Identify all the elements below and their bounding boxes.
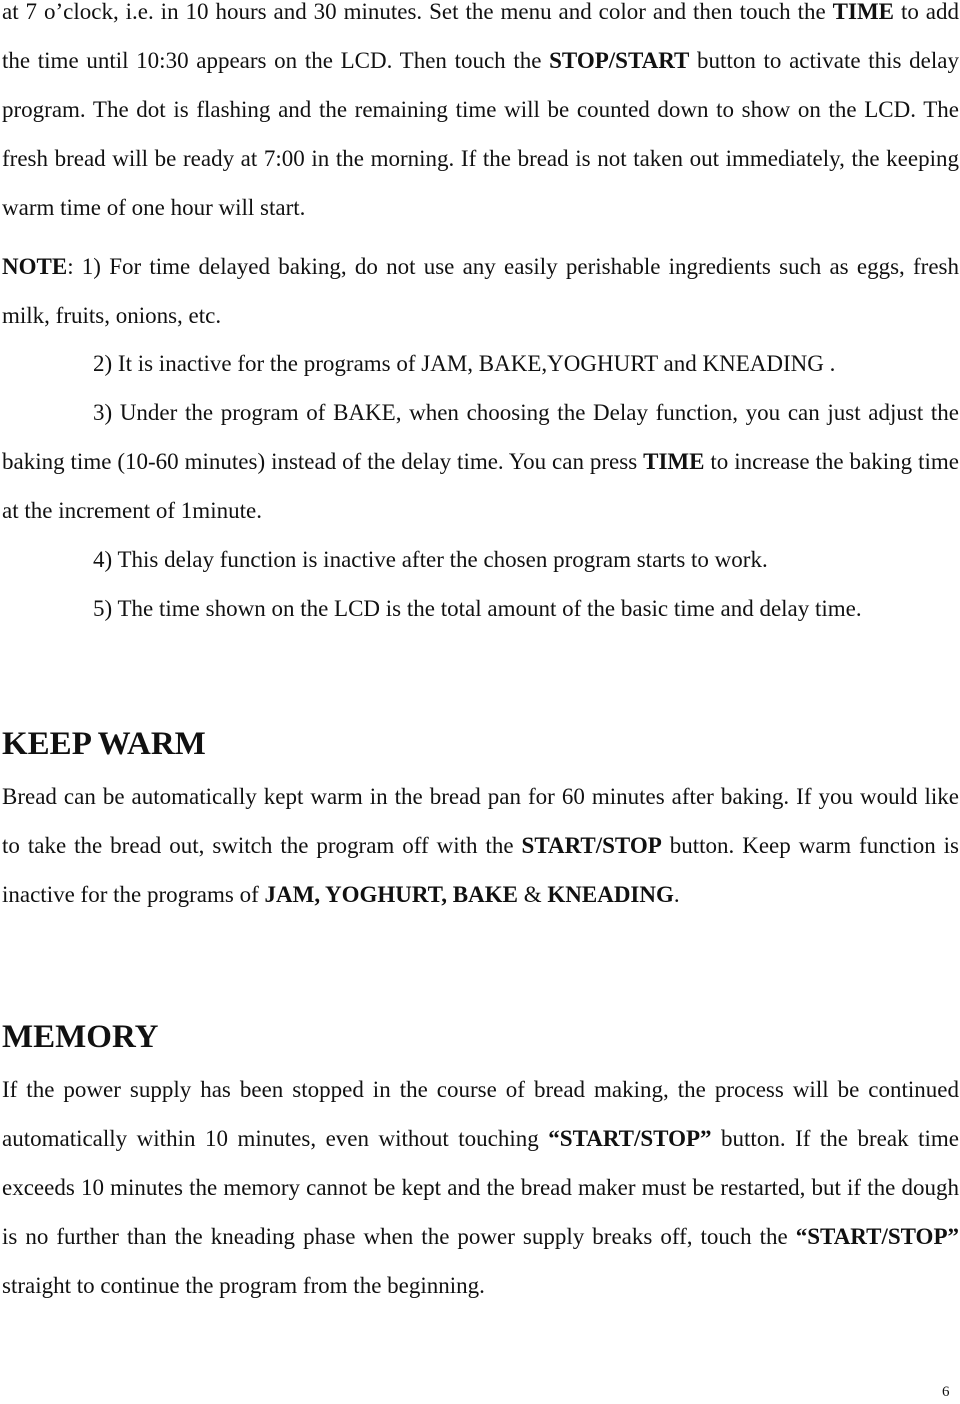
memory-text: If the power supply has been stopped in the course of bread making, the process will be continued automatically within 10 minutes, even without touching <box>2 1077 959 1151</box>
kneading-keyword: KNEADING <box>547 882 674 907</box>
note-item-1-text: : 1) For time delayed baking, do not use any easily perishable ingredients such as eggs, fresh milk, fruits, onions, etc. <box>2 254 959 328</box>
start-stop-keyword: “START/STOP” <box>548 1126 712 1151</box>
memory-paragraph <box>2 1065 959 1310</box>
intro-paragraph <box>2 0 959 232</box>
time-keyword: TIME <box>832 0 895 24</box>
memory-text: straight to continue the program from the beginning. <box>2 1273 485 1298</box>
intro-text: at 7 o’clock, i.e. in 10 hours and 30 minutes. Set the menu and color and then touch the <box>2 0 833 24</box>
note-item-5: 5) The time shown on the LCD is the total amount of the basic time and delay time. <box>93 596 862 621</box>
start-stop-keyword: START/STOP <box>521 833 662 858</box>
note-item-3-text: 3) Under the program of BAKE, when choosing the Delay function, you can just adjust the baking time (10-60 minutes) instead of the delay time. You can press <box>2 400 959 474</box>
stop-start-keyword: STOP/START <box>549 48 690 73</box>
note-label: NOTE <box>2 254 68 279</box>
memory-text: button. If the break time exceeds 10 minutes the memory cannot be kept and the bread maker must be restarted, but if the dough is no further than the kneading phase when the power supply breaks off, touch the <box>2 1126 959 1249</box>
page-number: 6 <box>942 1384 950 1400</box>
start-stop-keyword: “START/STOP” <box>795 1224 959 1249</box>
memory-heading: MEMORY <box>2 1019 159 1055</box>
program-names: JAM, YOGHURT, BAKE <box>264 882 518 907</box>
keep-warm-text: Bread can be automatically kept warm in the bread pan for 60 minutes after baking. If you would like to take the bread out, switch the program off with the <box>2 784 959 858</box>
keep-warm-text: & <box>517 882 548 907</box>
intro-text: to add the time until 10:30 appears on the LCD. Then touch the <box>2 0 959 73</box>
intro-text: button to activate this delay program. The dot is flashing and the remaining time will be counted down to show on the LCD. The fresh bread will be ready at 7:00 in the morning. If the bread is not taken out immediately, the keeping warm time of one hour will start. <box>2 48 959 220</box>
time-keyword: TIME <box>643 449 705 474</box>
keep-warm-heading: KEEP WARM <box>2 726 206 762</box>
keep-warm-paragraph <box>2 772 959 919</box>
note-item-3-text: to increase the baking time at the increment of 1minute. <box>2 449 959 523</box>
note-item-4: 4) This delay function is inactive after the chosen program starts to work. <box>93 547 768 572</box>
keep-warm-text: . <box>673 882 680 907</box>
note-item-1 <box>2 242 959 340</box>
note-item-3 <box>2 388 959 535</box>
note-item-2: 2) It is inactive for the programs of JAM, BAKE,YOGHURT and KNEADING . <box>93 351 836 376</box>
keep-warm-text: button. Keep warm function is inactive for the programs of <box>2 833 959 907</box>
